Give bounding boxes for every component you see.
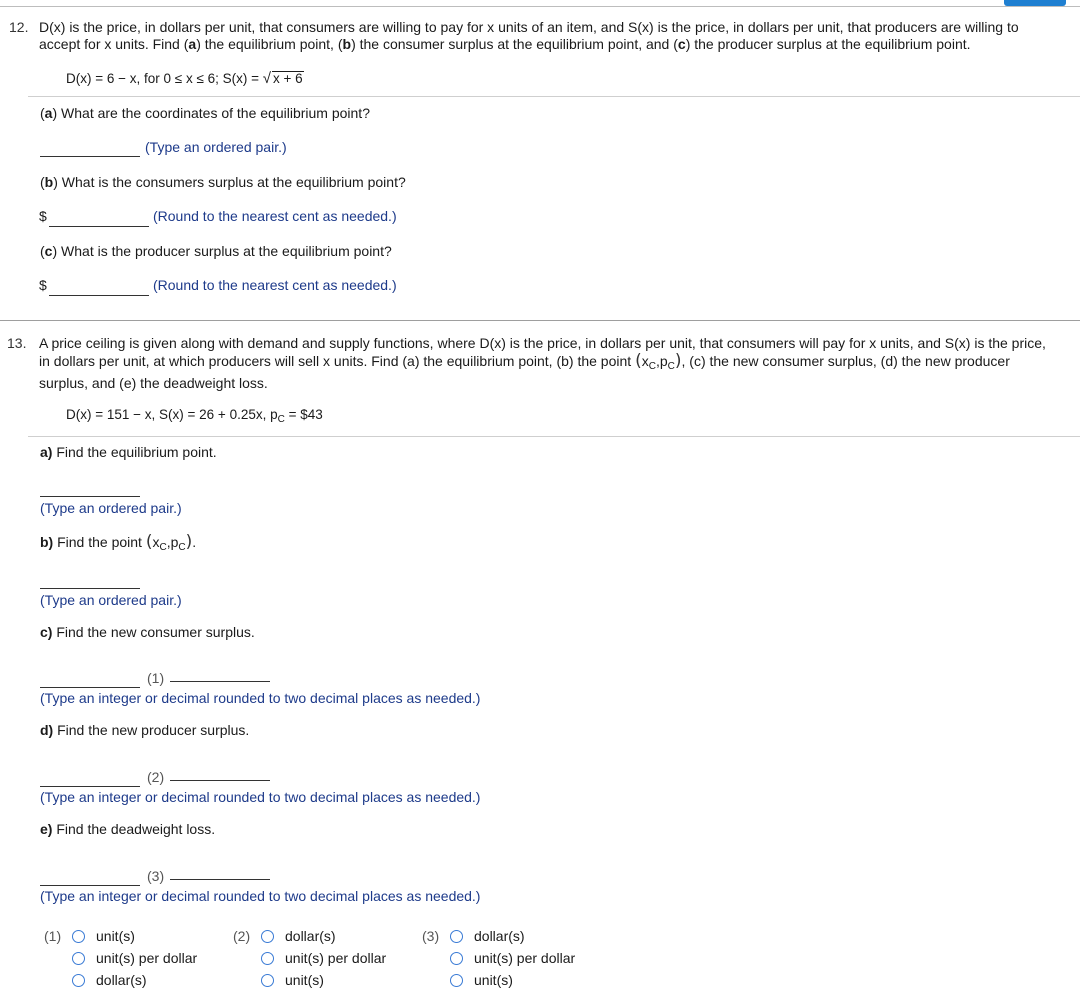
- unit-group-3-option-1[interactable]: dollar(s): [474, 928, 525, 944]
- unit-group-1-radio-1[interactable]: [72, 930, 85, 943]
- q13-a-answer-input[interactable]: [40, 496, 140, 497]
- q12-b-hint: (Round to the nearest cent as needed.): [153, 208, 397, 224]
- q12-a-open-paren: (: [40, 105, 45, 121]
- question-13-equation-divider: [28, 436, 1080, 437]
- question-12-equation-divider: [28, 96, 1080, 97]
- point-p-sub: C: [667, 361, 675, 372]
- unit-group-3-radio-3[interactable]: [450, 974, 463, 987]
- q12-b-currency-symbol: $: [39, 208, 47, 224]
- question-13-text-2b: , (c) the new consumer surplus, (d) the new producer: [681, 353, 1010, 369]
- q13-d-unit-marker: (2): [147, 769, 165, 785]
- point-x-sub: C: [648, 361, 656, 372]
- q13-c-label: c): [40, 624, 53, 640]
- question-12-text-1: D(x) is the price, in dollars per unit, that consumers are willing to pay for x units of an item, and S(x) is the price, in dollars per unit, that producers are willing to: [39, 19, 1019, 35]
- q12-b-open-paren: (: [40, 174, 45, 190]
- q13-e-label: e): [40, 821, 53, 837]
- q13-e-unit-dropdown[interactable]: [170, 879, 270, 880]
- q12-a-hint: (Type an ordered pair.): [145, 139, 287, 155]
- q12-part-b-prompt: [40, 174, 406, 190]
- unit-group-2-option-1[interactable]: dollar(s): [285, 928, 336, 944]
- q12-line2-a: a: [188, 36, 197, 52]
- q13-a-hint: (Type an ordered pair.): [40, 500, 182, 516]
- q12-a-answer-input[interactable]: [40, 156, 140, 157]
- point-x: x: [641, 353, 649, 369]
- q12-c-letter: c: [44, 243, 53, 259]
- unit-group-2-radio-3[interactable]: [261, 974, 274, 987]
- q13-b-close-paren: ): [185, 532, 193, 552]
- q13-equation-sub: C: [277, 414, 285, 425]
- q13-e-answer-input[interactable]: [40, 885, 140, 886]
- q13-b-hint: (Type an ordered pair.): [40, 592, 182, 608]
- q13-b-open-paren: (: [145, 532, 153, 552]
- q12-line2-part3: ) the consumer surplus at the equilibrium point, and (: [351, 36, 678, 52]
- question-13-text-2a: in dollars per unit, at which producers will sell x units. Find (a) the equilibrium point, (b) the point: [39, 353, 632, 369]
- unit-group-1-label: (1): [44, 928, 62, 944]
- q13-b-x-sub: C: [159, 542, 167, 553]
- question-separator: [0, 320, 1080, 321]
- point-comma: ,: [655, 353, 660, 369]
- unit-group-3-label: (3): [422, 928, 440, 944]
- question-12-line-1: [39, 19, 1019, 36]
- point-close-paren: ): [674, 351, 682, 371]
- q12-line2-part2: ) the equilibrium point, (: [196, 36, 343, 52]
- q13-d-label: d): [40, 722, 54, 738]
- question-13-text-1: A price ceiling is given along with demand and supply functions, where D(x) is the price, in dollars per unit, that consumers will pay for x units, and S(x) is the price,: [39, 335, 1046, 351]
- q13-b-p: p: [170, 534, 179, 550]
- unit-group-2-option-3[interactable]: unit(s): [285, 972, 324, 988]
- sqrt-radical-symbol: √: [262, 70, 271, 87]
- q12-a-close-paren: ): [52, 105, 58, 121]
- q13-b-text: Find the point: [53, 534, 142, 550]
- question-13-text-3: surplus, and (e) the deadweight loss.: [39, 375, 268, 391]
- q13-d-answer-input[interactable]: [40, 786, 140, 787]
- q13-d-hint: (Type an integer or decimal rounded to two decimal places as needed.): [40, 789, 481, 805]
- point-xc-pc: [635, 351, 682, 372]
- question-13-line-3: [39, 375, 268, 392]
- question-13-line-2: [39, 353, 1010, 372]
- q13-b-period: .: [192, 534, 197, 550]
- q13-part-e-prompt: [40, 821, 215, 837]
- q13-part-a-prompt: [40, 444, 217, 460]
- q13-b-x: x: [152, 534, 160, 550]
- unit-group-2-radio-2[interactable]: [261, 952, 274, 965]
- q13-c-unit-marker: (1): [147, 670, 165, 686]
- q13-e-text: Find the deadweight loss.: [52, 821, 216, 837]
- q13-part-b-prompt: [40, 532, 196, 552]
- unit-group-2-radio-1[interactable]: [261, 930, 274, 943]
- unit-group-1-option-3[interactable]: dollar(s): [96, 972, 147, 988]
- q12-line2-c: c: [677, 36, 686, 52]
- question-13-line-1: [39, 335, 1046, 352]
- q13-c-unit-dropdown[interactable]: [170, 681, 270, 682]
- top-action-button[interactable]: [1004, 0, 1066, 6]
- top-divider: [0, 6, 1080, 7]
- q13-c-text: Find the new consumer surplus.: [52, 624, 255, 640]
- unit-group-1-option-2[interactable]: unit(s) per dollar: [96, 950, 198, 966]
- q12-b-letter: b: [44, 174, 54, 190]
- question-13-equation: [66, 407, 323, 425]
- q13-a-label: a): [40, 444, 53, 460]
- q12-line2-part4: ) the producer surplus at the equilibrium point.: [685, 36, 971, 52]
- unit-group-3-radio-1[interactable]: [450, 930, 463, 943]
- unit-group-1-radio-2[interactable]: [72, 952, 85, 965]
- q13-a-text: Find the equilibrium point.: [52, 444, 217, 460]
- q12-a-letter: a: [44, 105, 53, 121]
- q12-part-a-prompt: [40, 105, 370, 121]
- q12-c-answer-input[interactable]: [49, 295, 149, 296]
- q12-a-text: What are the coordinates of the equilibrium point?: [57, 105, 370, 121]
- sqrt-radicand: x + 6: [273, 71, 303, 86]
- q12-c-close-paren: ): [52, 243, 58, 259]
- q13-d-unit-dropdown[interactable]: [170, 780, 270, 781]
- q12-b-answer-input[interactable]: [49, 226, 149, 227]
- q13-b-p-sub: C: [178, 542, 186, 553]
- q13-equation-suffix: = $43: [284, 407, 323, 422]
- question-12-equation: [66, 70, 304, 87]
- q13-b-comma: ,: [166, 534, 171, 550]
- q13-part-d-prompt: [40, 722, 249, 738]
- q13-equation-prefix: D(x) = 151 − x, S(x) = 26 + 0.25x, p: [66, 407, 278, 422]
- q12-line2-b: b: [342, 36, 352, 52]
- question-13-number: 13.: [7, 335, 27, 351]
- q13-b-answer-input[interactable]: [40, 588, 140, 589]
- q12-equation-prefix: D(x) = 6 − x, for 0 ≤ x ≤ 6; S(x) =: [66, 71, 259, 86]
- unit-group-2-option-2[interactable]: unit(s) per dollar: [285, 950, 387, 966]
- point-p: p: [659, 353, 668, 369]
- q12-c-text: What is the producer surplus at the equilibrium point?: [57, 243, 392, 259]
- unit-group-2-label: (2): [233, 928, 251, 944]
- q13-b-point: [145, 532, 193, 553]
- q13-c-hint: (Type an integer or decimal rounded to two decimal places as needed.): [40, 690, 481, 706]
- q12-c-hint: (Round to the nearest cent as needed.): [153, 277, 397, 293]
- q13-e-hint: (Type an integer or decimal rounded to two decimal places as needed.): [40, 888, 481, 904]
- unit-group-3-option-3[interactable]: unit(s): [474, 972, 513, 988]
- q12-b-text: What is the consumers surplus at the equilibrium point?: [57, 174, 406, 190]
- unit-group-1-option-1[interactable]: unit(s): [96, 928, 135, 944]
- q13-e-unit-marker: (3): [147, 868, 165, 884]
- question-12-line-2: [39, 36, 971, 53]
- q12-line2-part1: accept for x units. Find (: [39, 36, 189, 52]
- q13-b-label: b): [40, 534, 54, 550]
- q12-c-open-paren: (: [40, 243, 45, 259]
- q12-b-close-paren: ): [53, 174, 58, 190]
- q12-part-c-prompt: [40, 243, 392, 259]
- q13-d-text: Find the new producer surplus.: [53, 722, 250, 738]
- unit-group-3-option-2[interactable]: unit(s) per dollar: [474, 950, 576, 966]
- q13-part-c-prompt: [40, 624, 255, 640]
- q12-c-currency-symbol: $: [39, 277, 47, 293]
- unit-group-1-radio-3[interactable]: [72, 974, 85, 987]
- q13-c-answer-input[interactable]: [40, 687, 140, 688]
- question-12-number: 12.: [9, 19, 29, 35]
- point-open-paren: (: [635, 351, 642, 371]
- unit-group-3-radio-2[interactable]: [450, 952, 463, 965]
